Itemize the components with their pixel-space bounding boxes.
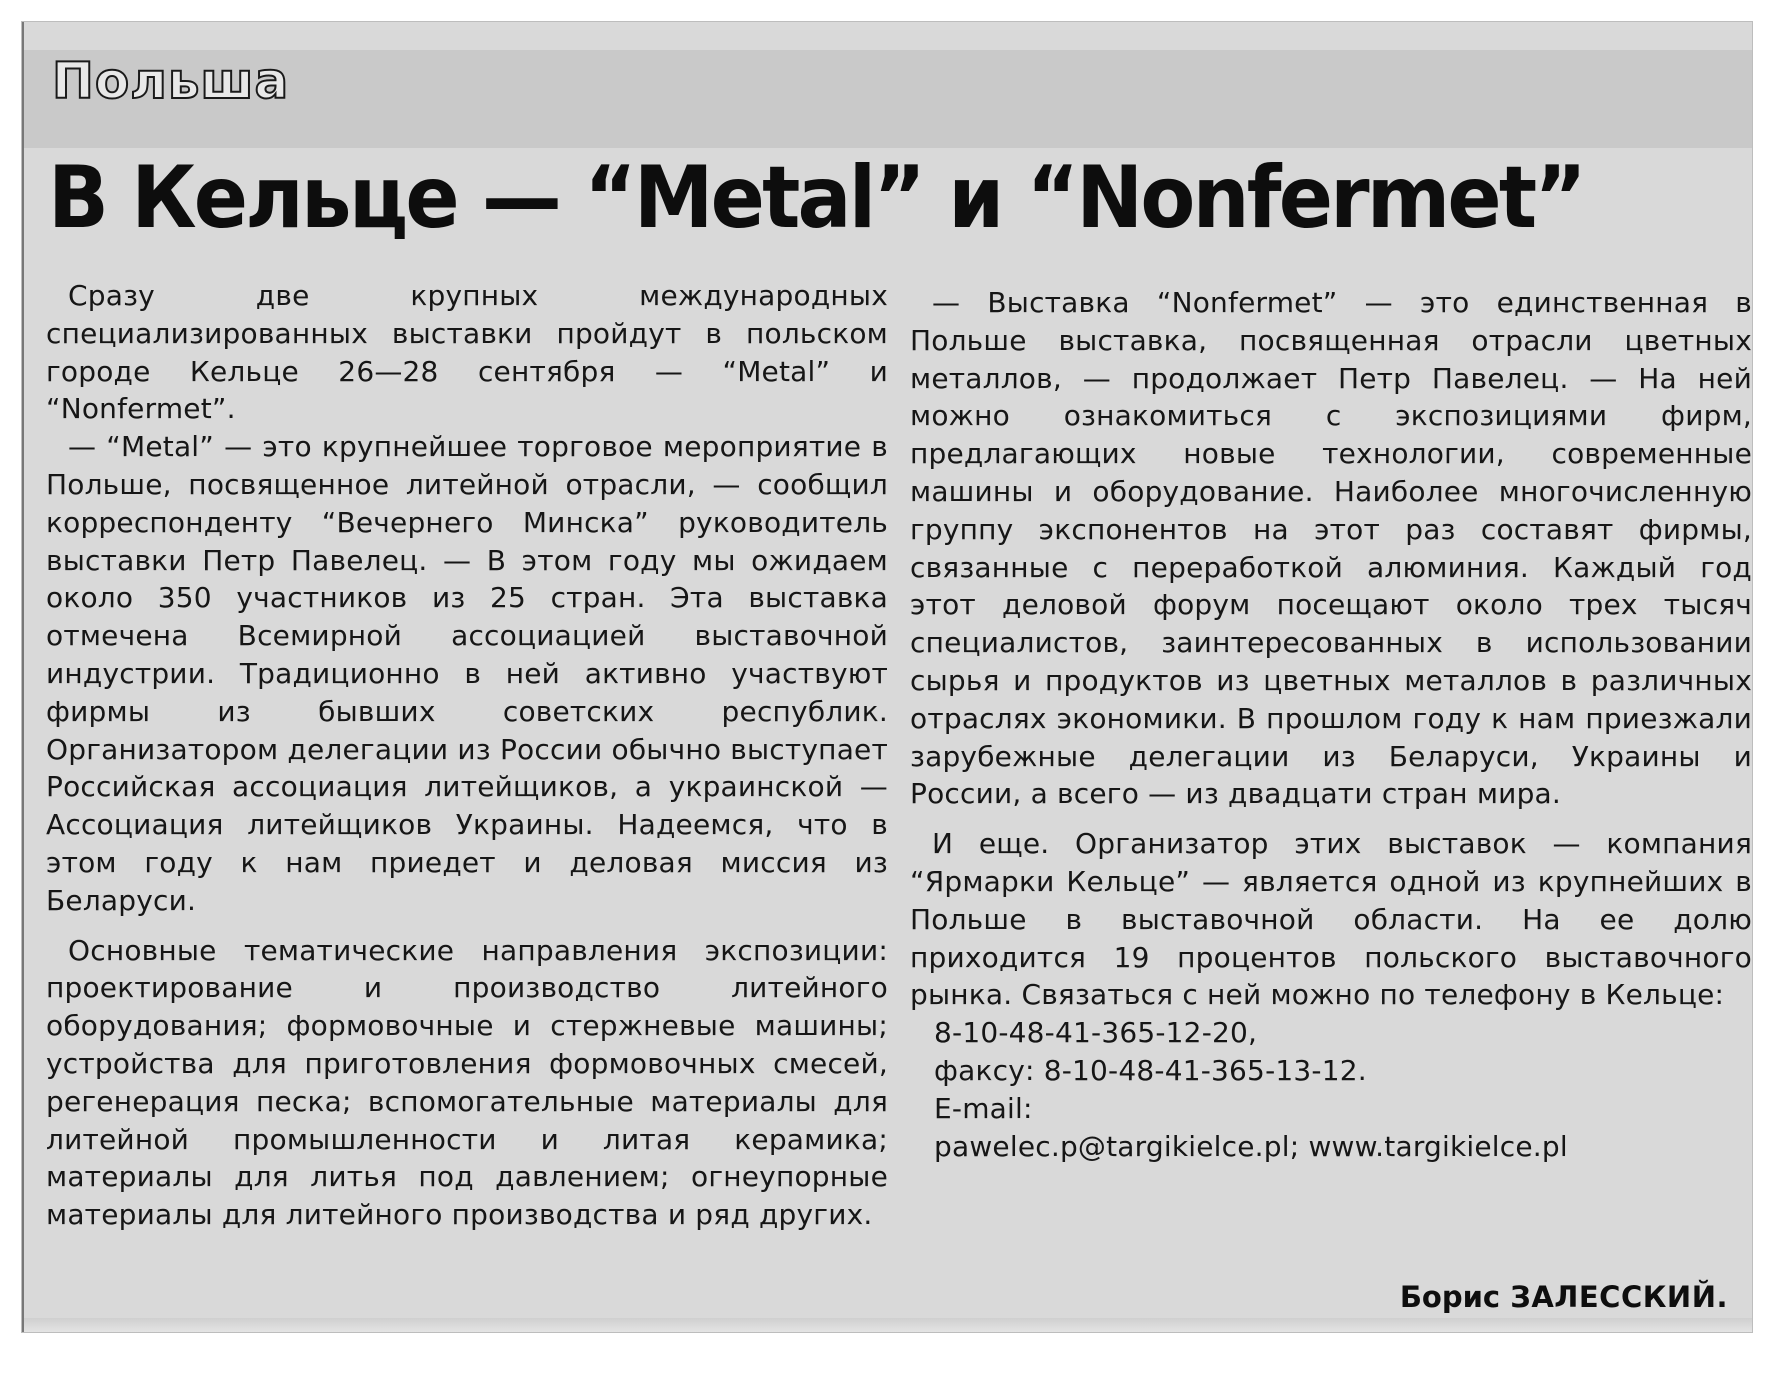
section-rubric: Польша	[52, 52, 290, 110]
article-column-left	[46, 277, 888, 1234]
newspaper-clipping	[22, 22, 1752, 1332]
paragraph: Сразу две крупных международных специализированных выставки пройдут в польском городе Кельце 26—28 сентября — “Metal” и “Nonfermet”.	[46, 279, 888, 426]
article-column-right	[910, 284, 1752, 1165]
paragraph: — “Metal” — это крупнейшее торговое мероприятие в Польше, посвященное литейной отрасли, — сообщил корреспонденту “Вечернего Минска” руководитель выставки Петр Павелец. — В этом году мы ожидаем около 350 участников из 25 стран. Эта выставка отмечена Всемирной ассоциацией выставочной индустрии. Традиционно в ней активно участвуют фирмы из бывших советских республик. Организатором делегации из России обычно выступает Российская ассоциация литейщиков, а украинской — Ассоциация литейщиков Украины. Надеемся, что в этом году к нам приедет и деловая миссия из Беларуси.	[46, 430, 888, 917]
article-author	[1400, 1280, 1728, 1314]
contact-email-label: E-mail:	[934, 1091, 1033, 1125]
paper-edge	[24, 1318, 1752, 1332]
contact-fax: факсу: 8-10-48-41-365-13-12.	[934, 1053, 1367, 1087]
contact-email-web: pawelec.p@targikielce.pl; www.targikielce.pl	[934, 1129, 1568, 1163]
paragraph: И еще. Организатор этих выставок — компания “Ярмарки Кельце” — является одной из крупнейших в Польше в выставочной области. На ее долю приходится 19 процентов польского выставочного рынка. Связаться с ней можно по телефону в Кельце:	[910, 827, 1752, 1012]
contact-phone: 8-10-48-41-365-12-20,	[934, 1016, 1258, 1050]
article-headline: В Кельце — “Metal” и “Nonfermet”	[48, 148, 1585, 248]
author-surname: ЗАЛЕССКИЙ.	[1510, 1280, 1728, 1314]
paragraph: — Выставка “Nonfermet” — это единственная в Польше выставка, посвященная отрасли цветных металлов, — продолжает Петр Павелец. — На ней можно ознакомиться с экспозициями фирм, предлагающих новые технологии, современные машины и оборудование. Наиболее многочисленную группу экспонентов на этот раз составят фирмы, связанные с переработкой алюминия. Каждый год этот деловой форум посещают около трех тысяч специалистов, заинтересованных в использовании сырья и продуктов из цветных металлов в различных отраслях экономики. В прошлом году к нам приезжали зарубежные делегации из Беларуси, Украины и России, а всего — из двадцати стран мира.	[910, 286, 1752, 811]
author-first-name: Борис	[1399, 1280, 1501, 1314]
paragraph: Основные тематические направления экспозиции: проектирование и производство литейного оборудования; формовочные и стержневые машины; устройства для приготовления формовочных смесей, регенерация песка; вспомогательные материалы для литейной промышленности и литая керамика; материалы для литья под давлением; огнеупорные материалы для литейного производства и ряд других.	[46, 933, 888, 1232]
